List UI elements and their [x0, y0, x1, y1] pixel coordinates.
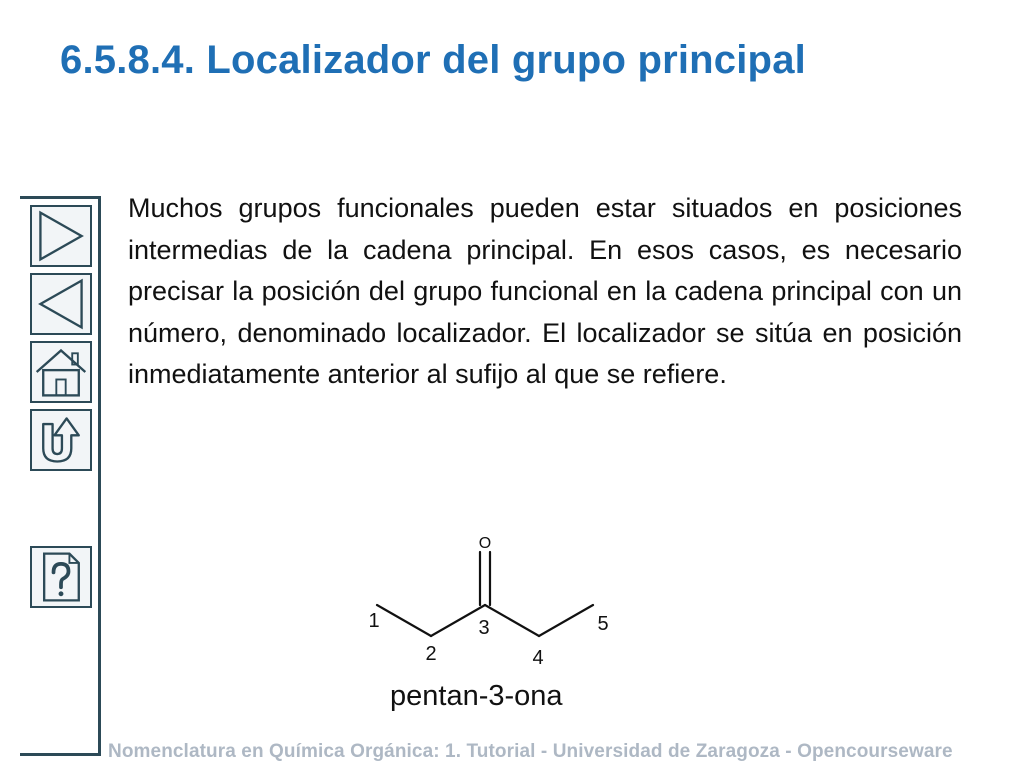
help-button[interactable] [30, 546, 92, 608]
carbon-number-1: 1 [368, 610, 380, 632]
carbon-number-2: 2 [425, 643, 437, 665]
slide-footer: Nomenclatura en Química Orgánica: 1. Tutorial - Universidad de Zaragoza - Opencourseware [108, 741, 953, 762]
compound-name: pentan-3-ona [390, 680, 563, 712]
carbon-number-3: 3 [478, 617, 490, 639]
help-question-icon [32, 548, 90, 606]
previous-triangle-icon [32, 275, 90, 333]
next-triangle-icon [32, 207, 90, 265]
bond-c2-c3 [431, 605, 485, 636]
carbon-number-5: 5 [597, 613, 609, 635]
return-button[interactable] [30, 409, 92, 471]
previous-button[interactable] [30, 273, 92, 335]
home-icon [32, 343, 90, 401]
carbon-number-4: 4 [532, 647, 544, 669]
bond-c4-c5 [539, 605, 593, 636]
home-button[interactable] [30, 341, 92, 403]
return-arrow-icon [32, 411, 90, 469]
body-paragraph: Muchos grupos funcionales pueden estar situados en posiciones intermedias de la cadena principal. En esos casos, es necesario precisar la posición del grupo funcional en la cadena principal con un número, denominado localizador. El localizador se sitúa en posición inmediatamente anterior al sufijo al que se refiere. [128, 193, 962, 389]
bond-c1-c2 [377, 605, 431, 636]
slide-title: 6.5.8.4. Localizador del grupo principal [60, 38, 806, 82]
oxygen-label: O [478, 535, 492, 552]
bond-c3-c4 [485, 605, 539, 636]
next-button[interactable] [30, 205, 92, 267]
pentan-3-one-structure [340, 520, 640, 680]
